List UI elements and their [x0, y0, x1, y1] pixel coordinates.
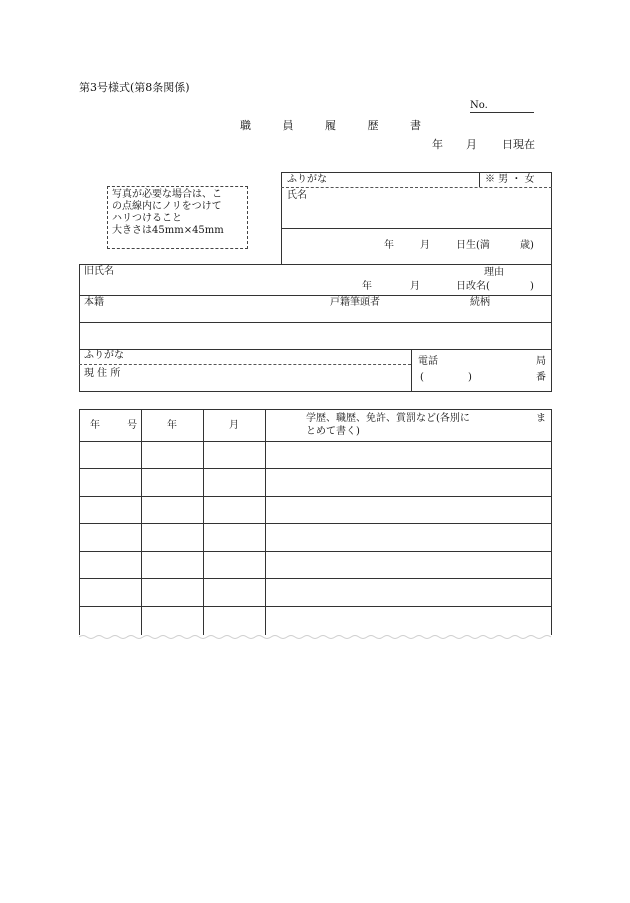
history-col-desc-ma: ま — [536, 413, 546, 424]
photo-note-line3: ハリつけること — [112, 213, 182, 224]
phone-divider — [411, 349, 412, 392]
no-label: No. — [470, 100, 488, 111]
former-name-top-line — [79, 264, 552, 265]
address-top-line — [79, 349, 552, 350]
history-row-line — [79, 496, 552, 497]
history-col-divider-2 — [203, 409, 204, 635]
history-col-desc-line2: とめて書く) — [306, 426, 360, 437]
birth-age: 歳) — [520, 240, 534, 251]
birth-month: 月 — [420, 240, 430, 251]
history-row-line — [79, 523, 552, 524]
history-col-divider-3 — [265, 409, 266, 635]
photo-note-line2: の点線内にノリをつけて — [112, 201, 222, 212]
photo-note-line1: 写真が必要な場合は、こ — [112, 189, 222, 200]
birth-year: 年 — [384, 240, 394, 251]
phone-label: 電話 — [418, 356, 438, 367]
honseki-top-line — [79, 295, 552, 296]
honseki-mid-line — [79, 322, 552, 323]
history-row-line — [79, 578, 552, 579]
date-month: 月 — [466, 138, 477, 151]
history-header-bottom-line — [79, 441, 552, 442]
birth-divider — [281, 228, 552, 229]
phone-paren-close: ) — [468, 372, 472, 383]
phone-number-label: 番 — [536, 372, 546, 383]
history-row-line — [79, 551, 552, 552]
main-right-line — [551, 264, 552, 392]
history-col-month: 月 — [229, 420, 239, 431]
address-bottom-line — [79, 391, 552, 392]
form-number: 第3号様式(第8条関係) — [79, 81, 190, 94]
gender-divider — [479, 172, 480, 187]
honseki-head-label: 戸籍筆頭者 — [330, 297, 380, 308]
history-col-divider-1 — [141, 409, 142, 635]
former-name-reason: 理由 — [484, 267, 504, 278]
photo-note-line4: 大きさは45mm×45mm — [112, 225, 224, 236]
main-left-line — [79, 264, 80, 392]
furigana-divider — [281, 187, 552, 188]
birth-day: 日生(満 — [456, 240, 490, 251]
history-row-line — [79, 606, 552, 607]
history-col-year: 年 — [167, 420, 177, 431]
name-label: 氏名 — [287, 190, 307, 201]
phone-station-label: 局 — [536, 356, 546, 367]
date-year: 年 — [432, 138, 443, 151]
phone-paren-open: ( — [420, 372, 424, 383]
personal-top-line — [281, 172, 552, 173]
date-current: 日現在 — [502, 138, 535, 151]
former-name-year: 年 — [362, 281, 372, 292]
history-top-line — [79, 409, 552, 410]
personal-right-line — [551, 172, 552, 264]
former-name-label: 旧氏名 — [84, 266, 114, 277]
no-underline — [470, 112, 534, 113]
former-name-close-paren: ) — [530, 281, 534, 292]
honseki-relation-label: 続柄 — [470, 297, 490, 308]
history-row-line — [79, 468, 552, 469]
honseki-label: 本籍 — [84, 297, 104, 308]
address-furigana-label: ふりがな — [84, 350, 124, 361]
history-right-line — [551, 409, 552, 635]
photo-placeholder — [107, 186, 248, 249]
former-name-month: 月 — [410, 281, 420, 292]
personal-left-line — [281, 172, 282, 264]
history-col-desc-line1: 学歴、職歴、免許、賞罰など(各別に — [306, 413, 470, 424]
history-left-line — [79, 409, 80, 635]
gender-selector[interactable]: ※ 男 ・ 女 — [485, 174, 535, 185]
page-cut-wave — [79, 634, 552, 640]
former-name-day-change: 日改名( — [456, 281, 490, 292]
furigana-label: ふりがな — [287, 174, 327, 185]
page-title: 職 員 履 歴 書 — [240, 119, 435, 132]
history-col-era: 年 号 — [90, 420, 150, 431]
address-furigana-divider — [79, 364, 411, 365]
address-label: 現 住 所 — [84, 368, 121, 379]
